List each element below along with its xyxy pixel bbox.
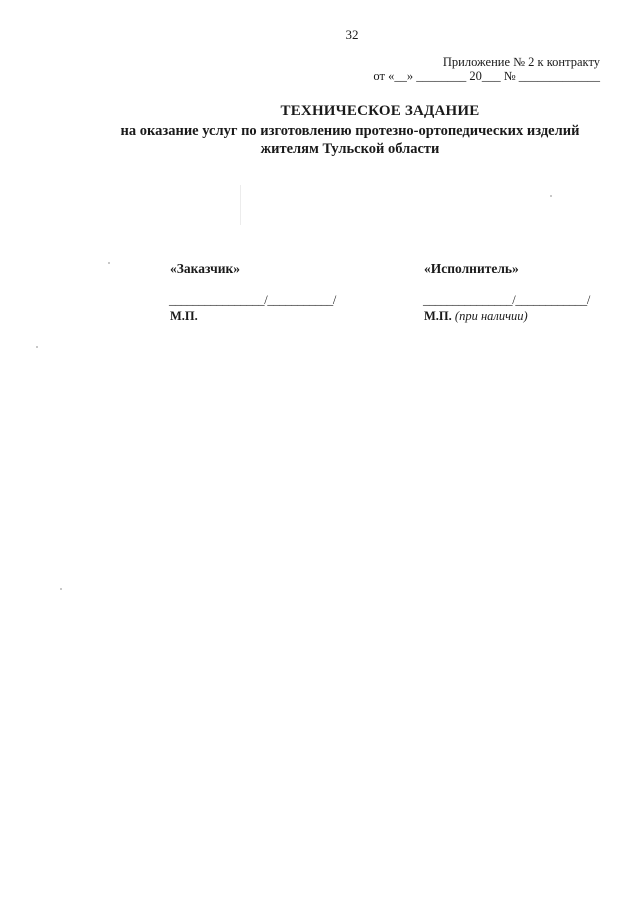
appendix-reference: Приложение № 2 к контракту <box>442 55 600 69</box>
customer-label: «Заказчик» <box>170 261 241 276</box>
contractor-label: «Исполнитель» <box>424 261 519 276</box>
scan-artifact <box>36 346 38 348</box>
document-subtitle <box>0 122 640 158</box>
scan-artifact <box>550 195 552 197</box>
appendix-date-line: от «__» ________ 20___ № _____________ <box>373 69 600 83</box>
scan-artifact <box>108 262 110 264</box>
scan-artifact <box>240 185 241 225</box>
subtitle-line-2: жителям Тульской области <box>260 141 440 157</box>
scan-artifact <box>60 588 62 590</box>
contractor-signature-line: _______________/____________/ <box>423 293 590 307</box>
subtitle-line-1: на оказание услуг по изготовлению протезно-ортопедических изделий <box>120 123 580 139</box>
contractor-seal-label: М.П. <box>424 309 452 323</box>
document-title: ТЕХНИЧЕСКОЕ ЗАДАНИЕ <box>280 103 480 119</box>
customer-signature-line: ________________/___________/ <box>169 293 336 307</box>
contractor-seal <box>424 309 528 324</box>
contractor-seal-note: (при наличии) <box>454 309 528 323</box>
customer-seal: М.П. <box>170 309 198 323</box>
page-number: 32 <box>345 27 359 42</box>
